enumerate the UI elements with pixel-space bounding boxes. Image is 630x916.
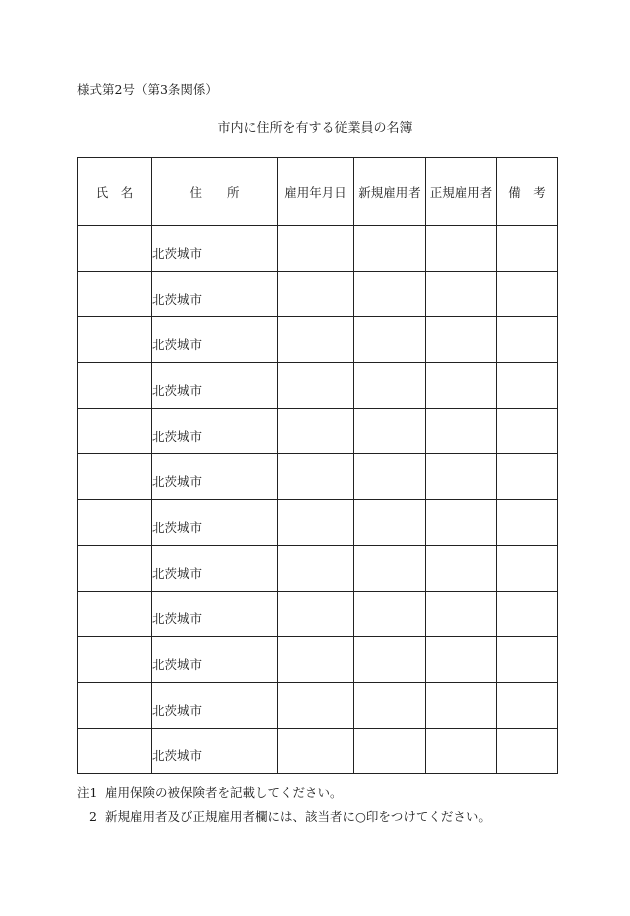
table-row [78, 682, 558, 728]
note-2-marker: 2 [89, 809, 97, 824]
cell-hire-date[interactable] [278, 682, 354, 728]
address-prefix: 北茨城市 [152, 474, 203, 490]
header-remarks: 備 考 [497, 158, 558, 226]
cell-new-hire[interactable] [354, 363, 426, 409]
header-name: 氏 名 [78, 158, 152, 226]
cell-hire-date[interactable] [278, 317, 354, 363]
address-prefix: 北茨城市 [152, 657, 203, 673]
cell-new-hire[interactable] [354, 682, 426, 728]
address-prefix: 北茨城市 [152, 702, 203, 718]
cell-address[interactable] [152, 271, 278, 317]
cell-regular-hire[interactable] [426, 317, 497, 363]
cell-hire-date[interactable] [278, 545, 354, 591]
table-row [78, 591, 558, 637]
cell-regular-hire[interactable] [426, 728, 497, 774]
cell-regular-hire[interactable] [426, 637, 497, 683]
note-1-text: 雇用保険の被保険者を記載してください。 [105, 785, 343, 800]
notes-section [77, 781, 491, 829]
cell-name[interactable] [78, 637, 152, 683]
cell-name[interactable] [78, 226, 152, 272]
cell-new-hire[interactable] [354, 317, 426, 363]
table-row [78, 454, 558, 500]
note-1 [77, 781, 491, 805]
header-regular-hire: 正規雇用者 [426, 158, 497, 226]
cell-new-hire[interactable] [354, 591, 426, 637]
cell-address[interactable] [152, 317, 278, 363]
cell-regular-hire[interactable] [426, 682, 497, 728]
address-prefix: 北茨城市 [152, 245, 203, 261]
cell-address[interactable] [152, 728, 278, 774]
cell-regular-hire[interactable] [426, 591, 497, 637]
address-prefix: 北茨城市 [152, 565, 203, 581]
cell-remarks[interactable] [497, 728, 558, 774]
cell-hire-date[interactable] [278, 226, 354, 272]
cell-regular-hire[interactable] [426, 226, 497, 272]
table-row [78, 363, 558, 409]
cell-new-hire[interactable] [354, 454, 426, 500]
cell-address[interactable] [152, 226, 278, 272]
cell-address[interactable] [152, 454, 278, 500]
table-row [78, 500, 558, 546]
employee-roster-table [77, 157, 558, 774]
cell-name[interactable] [78, 591, 152, 637]
cell-regular-hire[interactable] [426, 271, 497, 317]
cell-hire-date[interactable] [278, 500, 354, 546]
header-hire-date: 雇用年月日 [278, 158, 354, 226]
cell-new-hire[interactable] [354, 500, 426, 546]
cell-remarks[interactable] [497, 500, 558, 546]
cell-remarks[interactable] [497, 545, 558, 591]
note-2-text: 新規雇用者及び正規雇用者欄には、該当者に○印をつけてください。 [105, 809, 491, 824]
cell-new-hire[interactable] [354, 728, 426, 774]
cell-remarks[interactable] [497, 454, 558, 500]
cell-regular-hire[interactable] [426, 363, 497, 409]
address-prefix: 北茨城市 [152, 748, 203, 764]
table-header [78, 158, 558, 226]
cell-name[interactable] [78, 545, 152, 591]
table-row [78, 408, 558, 454]
address-prefix: 北茨城市 [152, 519, 203, 535]
cell-hire-date[interactable] [278, 591, 354, 637]
cell-remarks[interactable] [497, 637, 558, 683]
cell-regular-hire[interactable] [426, 500, 497, 546]
cell-remarks[interactable] [497, 271, 558, 317]
document-title: 市内に住所を有する従業員の名簿 [217, 121, 413, 136]
cell-regular-hire[interactable] [426, 545, 497, 591]
note-1-marker: 注1 [77, 785, 98, 800]
address-prefix: 北茨城市 [152, 611, 203, 627]
table-row [78, 317, 558, 363]
cell-name[interactable] [78, 682, 152, 728]
cell-hire-date[interactable] [278, 408, 354, 454]
cell-hire-date[interactable] [278, 637, 354, 683]
header-row [78, 158, 558, 226]
cell-hire-date[interactable] [278, 728, 354, 774]
address-prefix: 北茨城市 [152, 428, 203, 444]
table-row [78, 728, 558, 774]
cell-remarks[interactable] [497, 591, 558, 637]
cell-address[interactable] [152, 591, 278, 637]
table-row [78, 226, 558, 272]
cell-regular-hire[interactable] [426, 408, 497, 454]
table-body [78, 226, 558, 774]
cell-name[interactable] [78, 317, 152, 363]
cell-remarks[interactable] [497, 317, 558, 363]
cell-remarks[interactable] [497, 226, 558, 272]
cell-name[interactable] [78, 408, 152, 454]
cell-new-hire[interactable] [354, 271, 426, 317]
cell-new-hire[interactable] [354, 637, 426, 683]
table-row [78, 637, 558, 683]
cell-address[interactable] [152, 408, 278, 454]
cell-remarks[interactable] [497, 363, 558, 409]
cell-new-hire[interactable] [354, 408, 426, 454]
cell-new-hire[interactable] [354, 545, 426, 591]
cell-address[interactable] [152, 682, 278, 728]
header-address: 住 所 [152, 158, 278, 226]
address-prefix: 北茨城市 [152, 291, 203, 307]
cell-name[interactable] [78, 271, 152, 317]
cell-address[interactable] [152, 500, 278, 546]
cell-address[interactable] [152, 545, 278, 591]
table-row [78, 271, 558, 317]
cell-name[interactable] [78, 728, 152, 774]
table-row [78, 545, 558, 591]
cell-name[interactable] [78, 454, 152, 500]
form-number: 様式第2号（第3条関係） [77, 82, 218, 97]
cell-address[interactable] [152, 637, 278, 683]
cell-address[interactable] [152, 363, 278, 409]
cell-new-hire[interactable] [354, 226, 426, 272]
cell-name[interactable] [78, 363, 152, 409]
cell-remarks[interactable] [497, 408, 558, 454]
note-2 [77, 805, 491, 829]
cell-hire-date[interactable] [278, 363, 354, 409]
address-prefix: 北茨城市 [152, 337, 203, 353]
header-new-hire: 新規雇用者 [354, 158, 426, 226]
cell-hire-date[interactable] [278, 271, 354, 317]
cell-remarks[interactable] [497, 682, 558, 728]
address-prefix: 北茨城市 [152, 382, 203, 398]
cell-hire-date[interactable] [278, 454, 354, 500]
cell-name[interactable] [78, 500, 152, 546]
cell-regular-hire[interactable] [426, 454, 497, 500]
